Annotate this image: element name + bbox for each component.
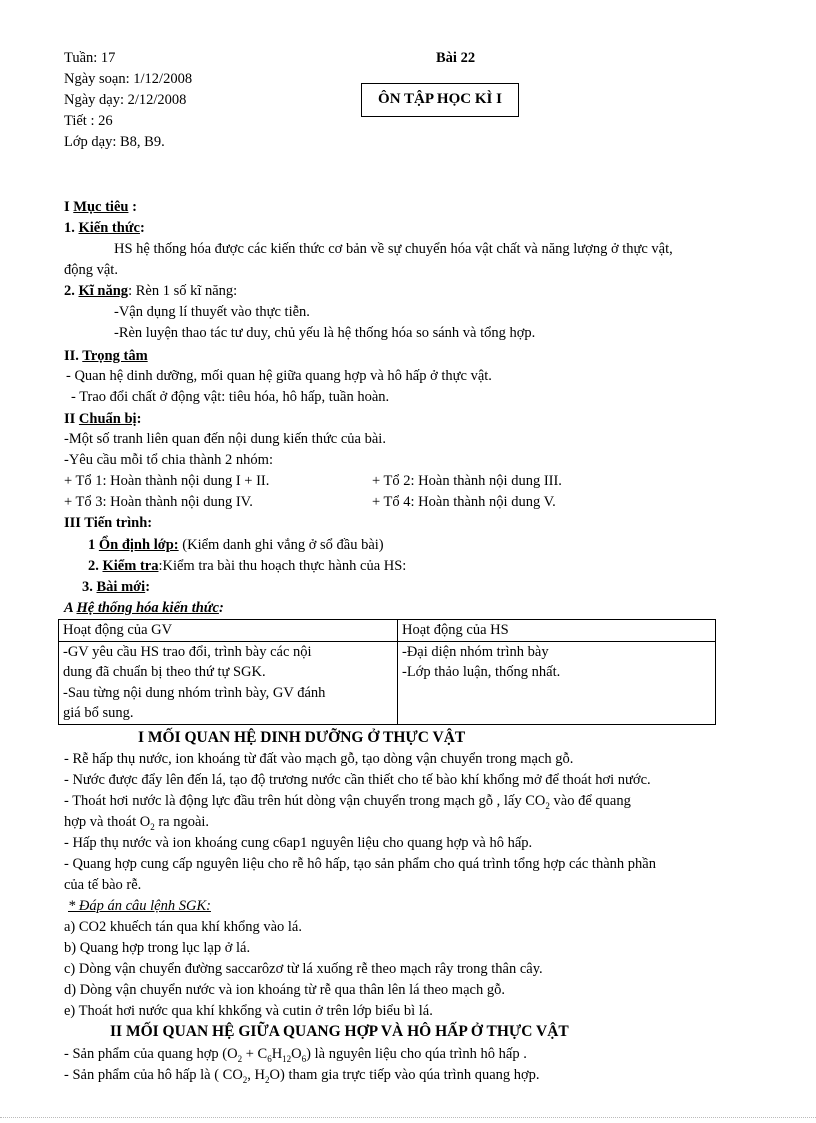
step-3: 3. Bài mới: <box>82 579 151 595</box>
skill-item-1: -Vận dụng lí thuyết vào thực tiễn. <box>114 304 310 320</box>
section-1-line: - Hấp thụ nước và ion khoáng cung c6ap1 nguyên liệu cho quang hợp và hô hấp. <box>64 835 533 851</box>
table-header-row <box>59 620 716 642</box>
col-header-teacher: Hoạt động của GV <box>59 620 398 642</box>
group-2: + Tổ 2: Hoàn thành nội dung III. <box>372 473 562 489</box>
skills-heading: 2. Kĩ năng: Rèn 1 số kĩ năng: <box>64 283 238 299</box>
classes-label: Lớp dạy: B8, B9. <box>64 134 165 150</box>
answer-a: a) CO2 khuếch tán qua khí khổng vào lá. <box>64 919 302 935</box>
section-2-title: II MỐI QUAN HỆ GIỮA QUANG HỢP VÀ HÔ HẤP Ở THỰC VẬT <box>110 1023 569 1040</box>
process-heading: III Tiến trình: <box>64 515 153 531</box>
period-label: Tiết : 26 <box>64 113 113 129</box>
student-activity-cell <box>398 641 716 724</box>
step-1: 1 Ổn định lớp: (Kiểm danh ghi vắng ở sổ đầu bài) <box>88 537 384 553</box>
group-1: + Tổ 1: Hoàn thành nội dung I + II. <box>64 473 270 489</box>
skill-item-2: -Rèn luyện thao tác tư duy, chủ yếu là hệ thống hóa so sánh và tổng hợp. <box>114 325 536 341</box>
focus-heading: II. Trọng tâm <box>64 348 148 364</box>
answer-d: d) Dòng vận chuyển nước và ion khoáng từ rễ qua thân lên lá theo mạch gỗ. <box>64 982 505 998</box>
step-2: 2. Kiểm tra:Kiểm tra bài thu hoạch thực hành của HS: <box>88 558 407 574</box>
group-4: + Tổ 4: Hoàn thành nội dung V. <box>372 494 556 510</box>
lesson-number: Bài 22 <box>436 50 476 66</box>
week-label: Tuần: 17 <box>64 50 116 66</box>
prep-item-2: -Yêu cầu mỗi tổ chia thành 2 nhóm: <box>64 452 273 468</box>
teacher-activity-cell <box>59 641 398 724</box>
objectives-heading: I Mục tiêu : <box>64 199 137 215</box>
knowledge-text-line2: động vật. <box>64 262 118 278</box>
page-break-divider <box>0 1117 816 1118</box>
teacher-line: -GV yêu cầu HS trao đổi, trình bày các nội <box>63 643 312 660</box>
student-line: -Đại diện nhóm trình bày <box>402 643 549 660</box>
systemize-heading: A Hệ thống hóa kiến thức: <box>64 600 224 616</box>
prep-heading: II Chuẩn bị: <box>64 411 142 427</box>
section-1-line: của tế bào rễ. <box>64 877 142 893</box>
section-1-line: hợp và thoát $O_2$ ra ngoài. <box>64 814 210 832</box>
page-title: ÔN TẬP HỌC KÌ I <box>361 83 519 117</box>
knowledge-text-line1: HS hệ thống hóa được các kiến thức cơ bản về sự chuyển hóa vật chất và năng lượng ở thực vật, <box>114 241 673 257</box>
section-1-line: - Quang hợp cung cấp nguyên liệu cho rễ hô hấp, tạo sản phẩm cho quá trình tổng hợp các thành phần <box>64 856 656 872</box>
section-2-line: - Sản phẩm của quang hợp $(O_2 + C_6H_{12}O_6)$ là nguyên liệu cho qúa trình hô hấp . <box>64 1046 527 1064</box>
focus-item-1: - Quan hệ dinh dưỡng, mối quan hệ giữa quang hợp và hô hấp ở thực vật. <box>66 368 492 384</box>
answer-e: e) Thoát hơi nước qua khí khkổng và cutin ở trên lớp biểu bì lá. <box>64 1003 433 1019</box>
answer-b: b) Quang hợp trong lục lạp ở lá. <box>64 940 251 956</box>
answers-heading: * Đáp án câu lệnh SGK: <box>68 898 211 914</box>
focus-item-2: - Trao đổi chất ở động vật: tiêu hóa, hô hấp, tuần hoàn. <box>71 389 390 405</box>
teacher-line: -Sau từng nội dung nhóm trình bày, GV đánh <box>63 684 326 701</box>
section-1-line: - Thoát hơi nước là động lực đầu trên hút dòng vận chuyển trong mạch gỗ , lấy $CO_2$ vào để quang <box>64 793 631 811</box>
prep-item-1: -Một số tranh liên quan đến nội dung kiến thức của bài. <box>64 431 386 447</box>
answer-c: c) Dòng vận chuyển đường saccarôzơ từ lá xuống rễ theo mạch rây trong thân cây. <box>64 961 543 977</box>
table-row <box>59 641 716 724</box>
activity-table <box>58 619 716 725</box>
teach-date: Ngày dạy: 2/12/2008 <box>64 92 187 108</box>
section-1-line: - Rễ hấp thụ nước, ion khoáng từ đất vào mạch gỗ, tạo dòng vận chuyển trong mạch gỗ. <box>64 751 574 767</box>
group-3: + Tổ 3: Hoàn thành nội dung IV. <box>64 494 253 510</box>
col-header-student: Hoạt động của HS <box>398 620 716 642</box>
section-1-title: I MỐI QUAN HỆ DINH DƯỠNG Ở THỰC VẬT <box>138 729 466 746</box>
student-line: -Lớp thảo luận, thống nhất. <box>402 664 561 681</box>
teacher-line: giá bổ sung. <box>63 705 134 722</box>
knowledge-heading: 1. Kiến thức: <box>64 220 145 236</box>
teacher-line: dung đã chuẩn bị theo thứ tự SGK. <box>63 664 266 681</box>
section-2-line: - Sản phẩm của hô hấp là ( $CO_2$, $H_2O$) tham gia trực tiếp vào qúa trình quang hợp. <box>64 1067 540 1085</box>
prep-date: Ngày soạn: 1/12/2008 <box>64 71 193 87</box>
section-1-line: - Nước được đẩy lên đến lá, tạo độ trương nước cần thiết cho tế bào khí khổng mở để thoát hơi nước. <box>64 772 651 788</box>
